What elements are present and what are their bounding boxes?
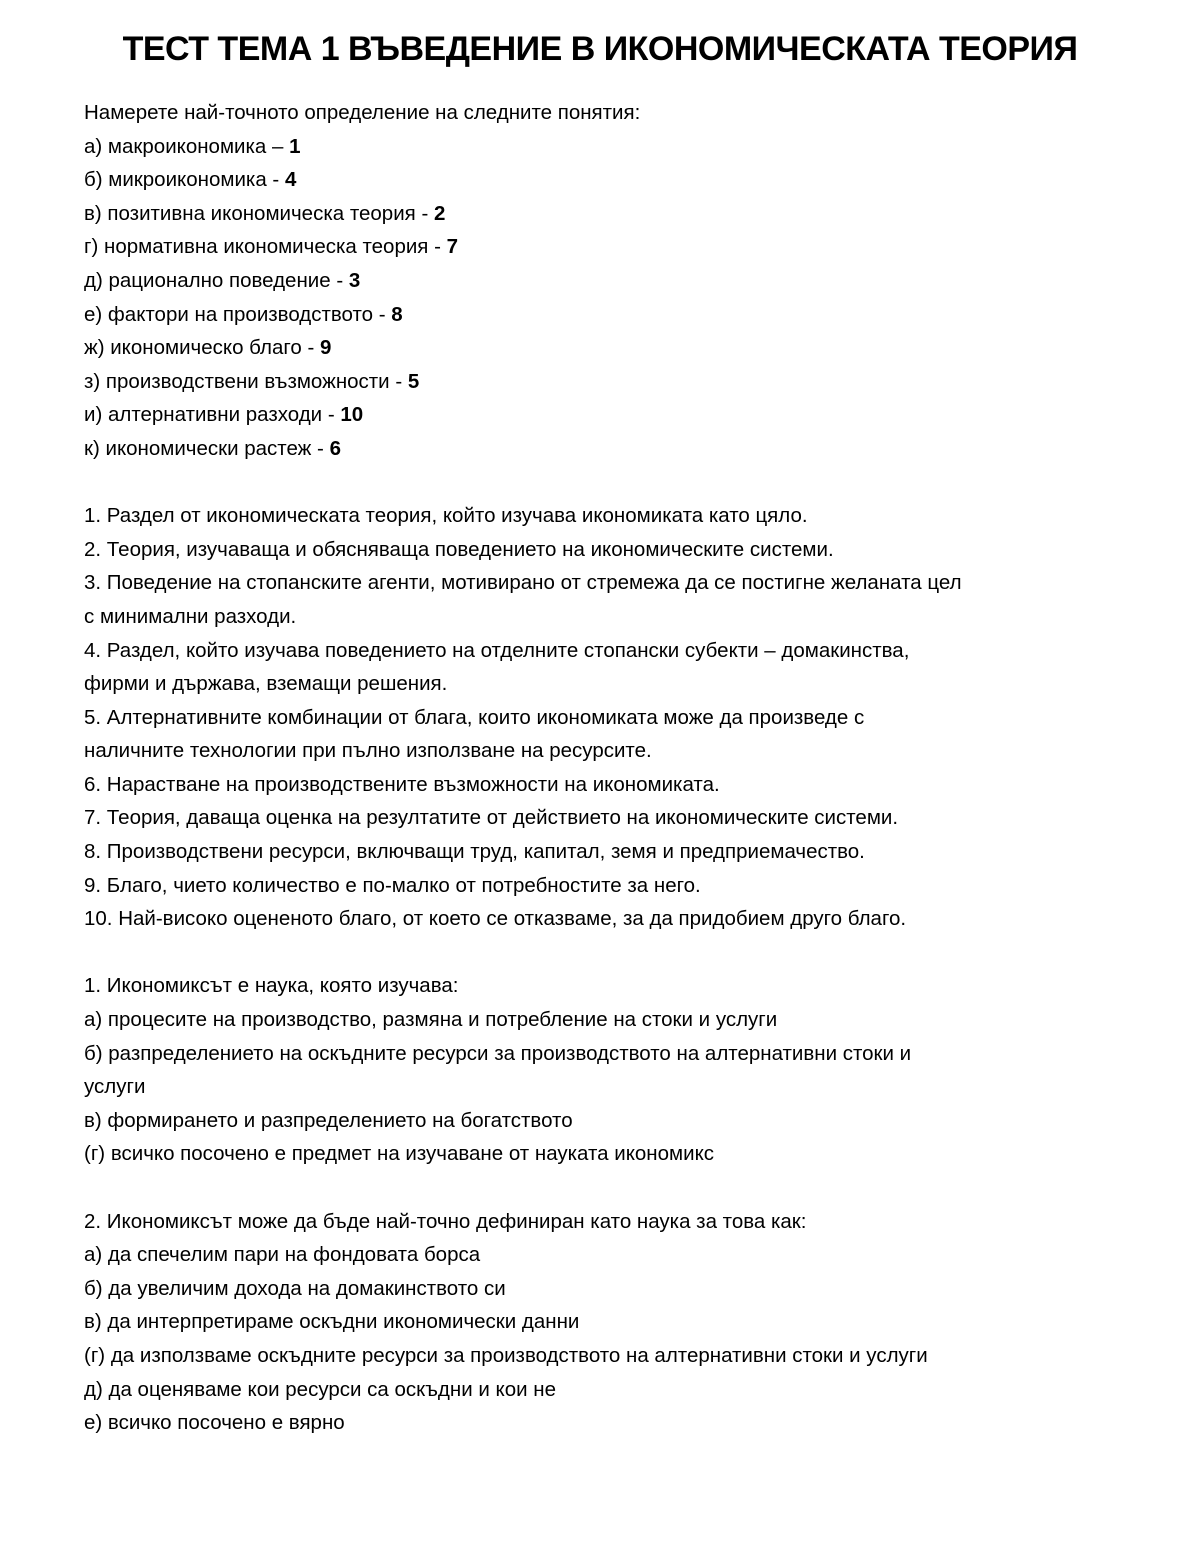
- intro-line: Намерете най-точното определение на следните понятия:: [84, 101, 641, 124]
- term-answer: 5: [407, 369, 420, 393]
- question-option: е) всичко посочено е вярно: [84, 1411, 345, 1435]
- definition-line: с минимални разходи.: [84, 604, 297, 628]
- term-item: ж) икономическо благо - 9: [84, 336, 332, 360]
- spacer: [84, 936, 1114, 970]
- question-text: 2. Икономиксът може да бъде най-точно дефиниран като наука за това как:: [84, 1209, 807, 1233]
- document-title: ТЕСТ ТЕМА 1 ВЪВЕДЕНИЕ В ИКОНОМИЧЕСКАТА ТЕОРИЯ: [122, 30, 1078, 68]
- question-option: в) да интерпретираме оскъдни икономически данни: [84, 1310, 580, 1334]
- term-item: д) рационално поведение - 3: [84, 268, 361, 292]
- question-option: д) да оценяваме кои ресурси са оскъдни и кои не: [84, 1377, 556, 1401]
- term-item: з) производствени възможности - 5: [84, 369, 420, 393]
- term-item: б) микроикономика - 4: [84, 168, 297, 192]
- term-answer: 6: [329, 436, 341, 460]
- term-item: в) позитивна икономическа теория - 2: [84, 201, 446, 225]
- question-option: (г) всичко посочено е предмет на изучаване от науката икономикс: [84, 1142, 715, 1166]
- definition-line: 10. Най-високо оцененото благо, от което се отказваме, за да придобием друго благо.: [84, 907, 907, 931]
- term-item: е) фактори на производството - 8: [84, 302, 403, 326]
- question-option: услуги: [84, 1075, 146, 1099]
- term-item: а) макроикономика – 1: [84, 134, 301, 158]
- question-option: (г) да използваме оскъдните ресурси за производството на алтернативни стоки и услуги: [84, 1343, 928, 1367]
- definition-line: 9. Благо, чието количество е по-малко от потребностите за него.: [84, 873, 701, 897]
- term-item: г) нормативна икономическа теория - 7: [84, 235, 459, 259]
- question-1: [84, 969, 1114, 1171]
- term-item: и) алтернативни разходи - 10: [84, 403, 364, 427]
- term-answer: 10: [340, 403, 364, 427]
- document-body: [84, 96, 1114, 1440]
- term-answer: 1: [289, 134, 301, 158]
- definitions-list: [84, 499, 1114, 936]
- definition-line: 8. Производствени ресурси, включващи труд, капитал, земя и предприемачество.: [84, 840, 865, 864]
- question-text: 1. Икономиксът е наука, която изучава:: [84, 974, 459, 998]
- term-answer: 7: [446, 235, 459, 259]
- question-option: в) формирането и разпределението на богатството: [84, 1108, 573, 1132]
- term-answer: 3: [348, 268, 361, 292]
- definition-line: 5. Алтернативните комбинации от блага, които икономиката може да произведе с: [84, 705, 865, 729]
- terms-list: [84, 130, 1114, 466]
- question-option: а) да спечелим пари на фондовата борса: [84, 1243, 481, 1267]
- spacer: [84, 466, 1114, 500]
- definition-line: 1. Раздел от икономическата теория, който изучава икономиката като цяло.: [84, 504, 808, 528]
- question-option: а) процесите на производство, размяна и потребление на стоки и услуги: [84, 1008, 778, 1032]
- question-option: б) да увеличим дохода на домакинството си: [84, 1276, 506, 1300]
- term-answer: 4: [284, 168, 297, 192]
- term-answer: 2: [433, 201, 446, 225]
- spacer: [84, 1171, 1114, 1205]
- definition-line: наличните технологии при пълно използване на ресурсите.: [84, 739, 652, 763]
- definition-line: 6. Нарастване на производствените възможности на икономиката.: [84, 772, 720, 796]
- definition-line: 3. Поведение на стопанските агенти, мотивирано от стремежа да се постигне желаната цел: [84, 571, 962, 595]
- question-option: б) разпределението на оскъдните ресурси за производството на алтернативни стоки и: [84, 1041, 912, 1065]
- definition-line: фирми и държава, вземащи решения.: [84, 672, 448, 696]
- question-2: [84, 1205, 1114, 1440]
- term-answer: 8: [391, 302, 403, 326]
- definition-line: 4. Раздел, който изучава поведението на отделните стопански субекти – домакинства,: [84, 638, 910, 662]
- term-item: к) икономически растеж - 6: [84, 436, 341, 460]
- definition-line: 2. Теория, изучаваща и обясняваща поведението на икономическите системи.: [84, 537, 834, 561]
- definition-line: 7. Теория, даваща оценка на резултатите от действието на икономическите системи.: [84, 806, 899, 830]
- term-answer: 9: [320, 336, 332, 360]
